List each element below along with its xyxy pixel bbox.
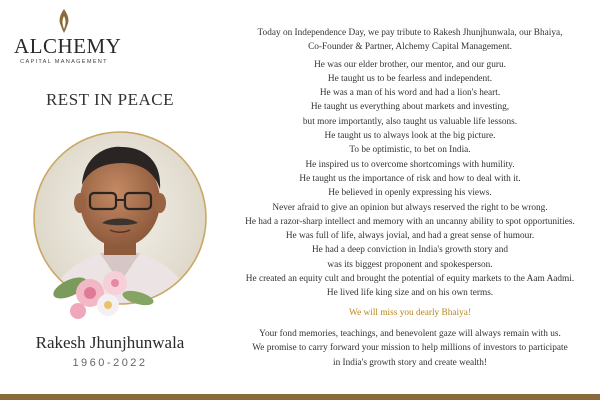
person-years: 1960-2022 [72,357,148,369]
tribute-paragraph [220,58,600,301]
closing-line: Your fond memories, teachings, and benevolent gaze will always remain with us. [259,328,561,339]
left-panel [0,0,220,400]
tribute-line: He lived life king size and on his own terms. [326,288,494,299]
tribute-line: was its biggest proponent and spokesperson. [327,259,493,270]
tribute-line: He had a razor-sharp intellect and memory with an uncanny ability to spot opportunities. [245,216,575,227]
person-name: Rakesh Jhunjhunwala [35,333,185,352]
flame-icon [55,8,73,34]
closing-line: in India's growth story and create wealth! [333,357,487,368]
closing-line: We promise to carry forward your mission to help millions of investors to participate [252,343,568,354]
closing-paragraph [220,327,600,370]
portrait-frame [30,123,210,323]
tribute-line: He believed in openly expressing his views. [328,188,492,199]
tribute-line: He taught us everything about markets and investing, [310,102,510,113]
tribute-line: He taught us to always look at the big picture. [324,131,496,142]
tribute-line: He taught us to be fearless and independent. [327,73,493,84]
tribute-line: He had a deep conviction in India's growth story and [311,245,509,256]
rest-in-peace-heading: REST IN PEACE [45,90,175,109]
logo-subtitle: CAPITAL MANAGEMENT [20,59,108,65]
tribute-line: He was a man of his word and had a lion's heart. [319,88,501,99]
intro-line: Co-Founder & Partner, Alchemy Capital Management. [308,42,512,53]
alchemy-logo [14,8,122,72]
tribute-text [220,26,600,370]
intro-paragraph [220,26,600,55]
logo-wordmark: ALCHEMY [14,34,122,58]
intro-line: Today on Independence Day, we pay tribute to Rakesh Jhunjhunwala, our Bhaiya, [257,28,563,38]
tribute-line: He was our elder brother, our mentor, and our guru. [314,59,506,70]
tribute-line: He created an equity cult and brought the potential of equity markets to the Aam Aadmi. [245,274,575,285]
tribute-line: Never afraid to give an opinion but always reserved the right to be wrong. [272,202,548,213]
tribute-line: He inspired us to overcome shortcomings with humility. [305,159,515,170]
bottom-border [0,394,600,400]
miss-you-line: We will miss you dearly Bhaiya! [349,307,471,318]
tribute-line: To be optimistic, to bet on India. [349,145,471,156]
portrait-image [30,123,210,323]
tribute-line: He taught us the importance of risk and how to deal with it. [299,173,521,184]
tribute-line: but more importantly, also taught us valuable life lessons. [302,116,518,127]
tribute-line: He was full of life, always jovial, and had a great sense of humour. [285,231,535,242]
